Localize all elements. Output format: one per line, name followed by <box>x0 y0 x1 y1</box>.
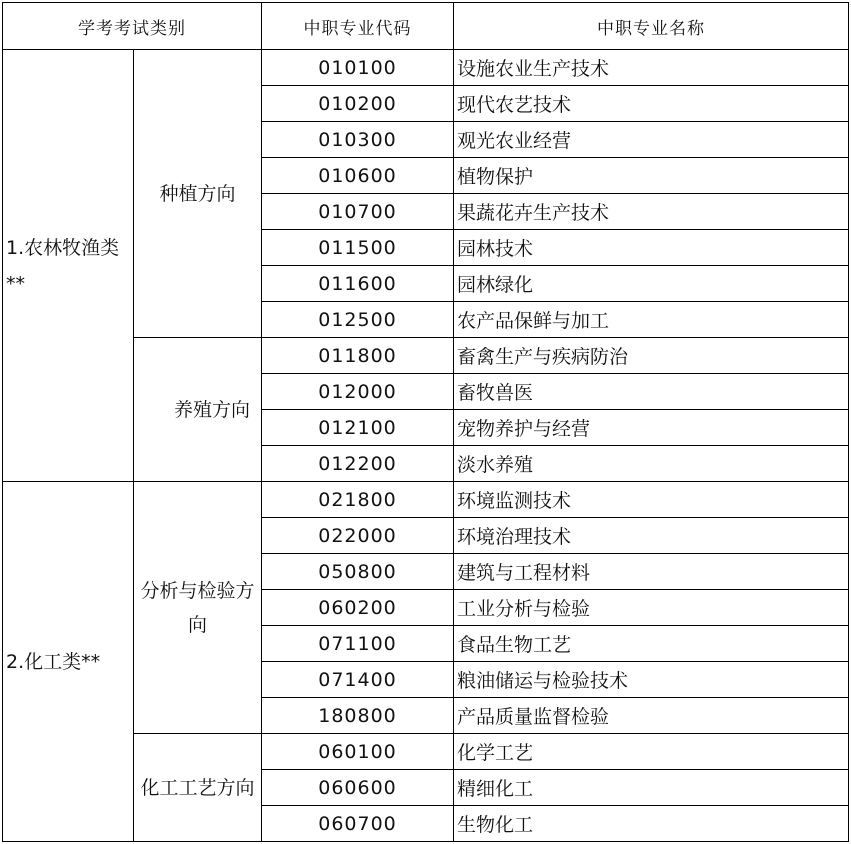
major-code: 010100 <box>262 50 454 86</box>
major-code: 010200 <box>262 86 454 122</box>
major-name: 产品质量监督检验 <box>454 698 849 734</box>
major-code: 012100 <box>262 410 454 446</box>
direction-cell: 种植方向 <box>134 50 262 338</box>
major-name: 粮油储运与检验技术 <box>454 662 849 698</box>
direction-cell: 养殖方向 <box>134 338 262 482</box>
major-name: 精细化工 <box>454 770 849 806</box>
major-code: 012000 <box>262 374 454 410</box>
major-code: 010600 <box>262 158 454 194</box>
direction-cell: 分析与检验方向 <box>134 482 262 734</box>
major-code: 022000 <box>262 518 454 554</box>
major-code: 060600 <box>262 770 454 806</box>
major-name: 生物化工 <box>454 806 849 842</box>
major-name: 畜禽生产与疾病防治 <box>454 338 849 374</box>
major-name: 植物保护 <box>454 158 849 194</box>
major-name: 观光农业经营 <box>454 122 849 158</box>
major-name: 农产品保鲜与加工 <box>454 302 849 338</box>
major-code: 010700 <box>262 194 454 230</box>
major-code: 071100 <box>262 626 454 662</box>
major-code: 012200 <box>262 446 454 482</box>
table-row <box>3 50 849 86</box>
header-category: 学考考试类别 <box>3 3 262 50</box>
major-name: 园林技术 <box>454 230 849 266</box>
major-name: 畜牧兽医 <box>454 374 849 410</box>
major-name: 果蔬花卉生产技术 <box>454 194 849 230</box>
major-name: 环境治理技术 <box>454 518 849 554</box>
major-code: 010300 <box>262 122 454 158</box>
major-code: 011500 <box>262 230 454 266</box>
major-code: 050800 <box>262 554 454 590</box>
major-code: 060700 <box>262 806 454 842</box>
table-row <box>3 482 849 518</box>
major-code: 071400 <box>262 662 454 698</box>
header-code: 中职专业代码 <box>262 3 454 50</box>
major-code: 060200 <box>262 590 454 626</box>
major-name: 建筑与工程材料 <box>454 554 849 590</box>
major-code: 021800 <box>262 482 454 518</box>
major-table <box>2 2 849 842</box>
major-code: 060100 <box>262 734 454 770</box>
category-cell: 2.化工类** <box>3 482 134 842</box>
major-name: 现代农艺技术 <box>454 86 849 122</box>
table-body <box>3 50 849 842</box>
major-name: 食品生物工艺 <box>454 626 849 662</box>
header-row <box>3 3 849 50</box>
major-name: 环境监测技术 <box>454 482 849 518</box>
major-code: 011800 <box>262 338 454 374</box>
major-name: 设施农业生产技术 <box>454 50 849 86</box>
major-code: 012500 <box>262 302 454 338</box>
major-name: 工业分析与检验 <box>454 590 849 626</box>
header-name: 中职专业名称 <box>454 3 849 50</box>
major-name: 化学工艺 <box>454 734 849 770</box>
major-name: 园林绿化 <box>454 266 849 302</box>
major-code: 011600 <box>262 266 454 302</box>
category-cell: 1.农林牧渔类** <box>3 50 134 482</box>
direction-cell: 化工工艺方向 <box>134 734 262 842</box>
major-name: 宠物养护与经营 <box>454 410 849 446</box>
major-code: 180800 <box>262 698 454 734</box>
major-name: 淡水养殖 <box>454 446 849 482</box>
